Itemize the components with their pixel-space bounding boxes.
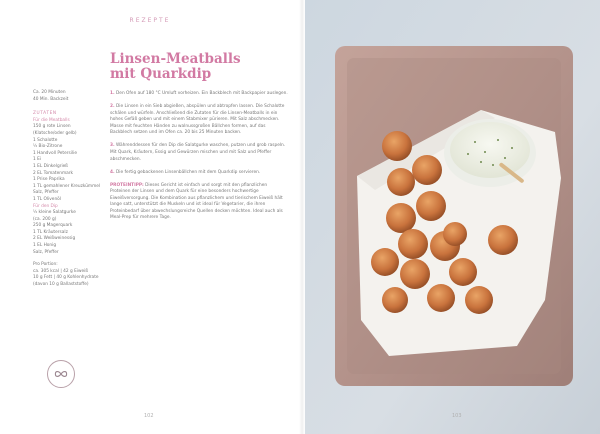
ingredient-line: 1 TL Olivenöl	[33, 196, 61, 202]
ingredient-line: 1 Ei	[33, 157, 42, 163]
ingredient-line: Salz, Pfeffer	[33, 190, 59, 196]
ingredient-line: 1 EL Dinkelgrieß	[33, 163, 69, 169]
step-1	[110, 91, 288, 98]
ingredient-line: (Klatsche/oder gelb)	[33, 130, 77, 136]
step-number: 2.	[110, 103, 115, 109]
step-text: Währenddessen für den Dip die Salatgurke waschen, putzen und grob raspeln. Mit Quark, Kräutern, Essig und Gewürzen mischen und mit Salz und Pfeffer abschmecken.	[110, 143, 286, 162]
ingredient-line: 10 g Fett | 40 g Kohlenhydrate	[33, 275, 99, 281]
recipe-title-line-1: Linsen-Meatballs	[110, 51, 241, 67]
ingredients-heading: ZUTATEN	[33, 111, 57, 117]
step-3	[110, 143, 288, 163]
right-page	[305, 0, 600, 434]
page-number-right: 103	[452, 413, 462, 419]
protein-tip-text: Dieses Gericht ist einfach und sorgt mit den pflanzlichen Proteinen der Linsen und dem Quark für eine besonders hochwertige Eiweißversorgung. Die Kombination aus pflanzlichem und tierischem Eiweiß hält lange satt, unterstützt die Muskeln und ist ideal für Vegetarier, die ihren Proteinbedarf über abwechslungsreiche Quellen decken möchten. Ideal auch als Meal-Prep für mehrere Tage.	[110, 182, 283, 221]
nutrition-info	[33, 269, 101, 289]
recipe-title	[110, 52, 290, 82]
meatballs-photo	[305, 0, 600, 434]
ingredient-line: ½ kleine Salatgurke	[33, 210, 76, 216]
ingredient-line: (ca. 200 g)	[33, 216, 57, 222]
step-text: Die fertig gebackenen Linsenbällchen mit dem Quarkdip servieren.	[116, 169, 261, 175]
ingredients-column	[33, 90, 101, 289]
prep-time-line: Ca. 20 Minuten	[33, 90, 66, 95]
ingredient-line: 250 g Magerquark	[33, 223, 73, 229]
ingredient-line: 2 EL Weißweinessig	[33, 236, 76, 242]
step-number: 4.	[110, 169, 115, 175]
steps-list	[110, 91, 288, 176]
nutrition-label: Pro Portion:	[33, 262, 58, 268]
ingredients-group-dip: Für den Dip	[33, 203, 58, 209]
step-text: Die Linsen in ein Sieb abgießen, abspülen und abtropfen lassen. Die Schalotte schälen und würfeln. Anschließend die Zutaten für die Linsen-Meatballs in ein hohes Gefäß geben und mit einem Stabmixer pürieren. Mit Salz abschmecken. Masse mit feuchten Händen zu walnussgroßen Bällchen formen, auf das Backblech setzen und im Ofen ca. 20 bis 25 Minuten backen.	[110, 103, 285, 136]
ingredient-line: 1 EL Honig	[33, 243, 57, 249]
ingredient-line: ca. 305 kcal | 42 g Eiweiß	[33, 268, 89, 274]
ingredient-line: 1 Handvoll Petersilie	[33, 150, 77, 156]
protein-tip	[110, 183, 288, 223]
ingredient-line: ½ Bio-Zitrone	[33, 144, 63, 150]
high-protein-badge-icon	[47, 360, 75, 388]
recipe-title-line-2: mit Quarkdip	[110, 66, 212, 82]
section-label: REZEPTE	[129, 17, 171, 24]
ingredients-list-dip	[33, 210, 101, 256]
instructions	[110, 91, 288, 228]
step-4	[110, 170, 288, 177]
step-number: 1.	[110, 91, 115, 96]
step-number: 3.	[110, 143, 115, 149]
ingredient-line: 150 g rote Linsen	[33, 124, 71, 130]
ingredient-line: Salz, Pfeffer	[33, 249, 59, 255]
prep-time	[33, 90, 101, 103]
ingredient-line: (davon 10 g Ballaststoffe)	[33, 282, 89, 288]
bake-time-line: 40 Min. Backzeit	[33, 96, 69, 102]
ingredient-line: 1 TL gemahlener Kreuzkümmel	[33, 183, 101, 189]
protein-tip-label: PROTEINTIPP:	[110, 182, 144, 188]
step-2	[110, 104, 288, 137]
ingredient-line: 2 EL Tomatenmark	[33, 170, 74, 176]
ingredients-group-meatballs: Für die Meatballs	[33, 117, 70, 123]
ingredient-line: 1 TL Kräutersalz	[33, 229, 68, 235]
page-number-left: 102	[144, 413, 154, 419]
ingredients-list-meatballs	[33, 124, 101, 203]
ingredient-line: 1 Schalotte	[33, 137, 58, 143]
step-text: Den Ofen auf 180 °C Umluft vorheizen. Ein Backblech mit Backpapier auslegen.	[116, 91, 288, 96]
ingredient-line: 1 Prise Paprika	[33, 177, 65, 183]
